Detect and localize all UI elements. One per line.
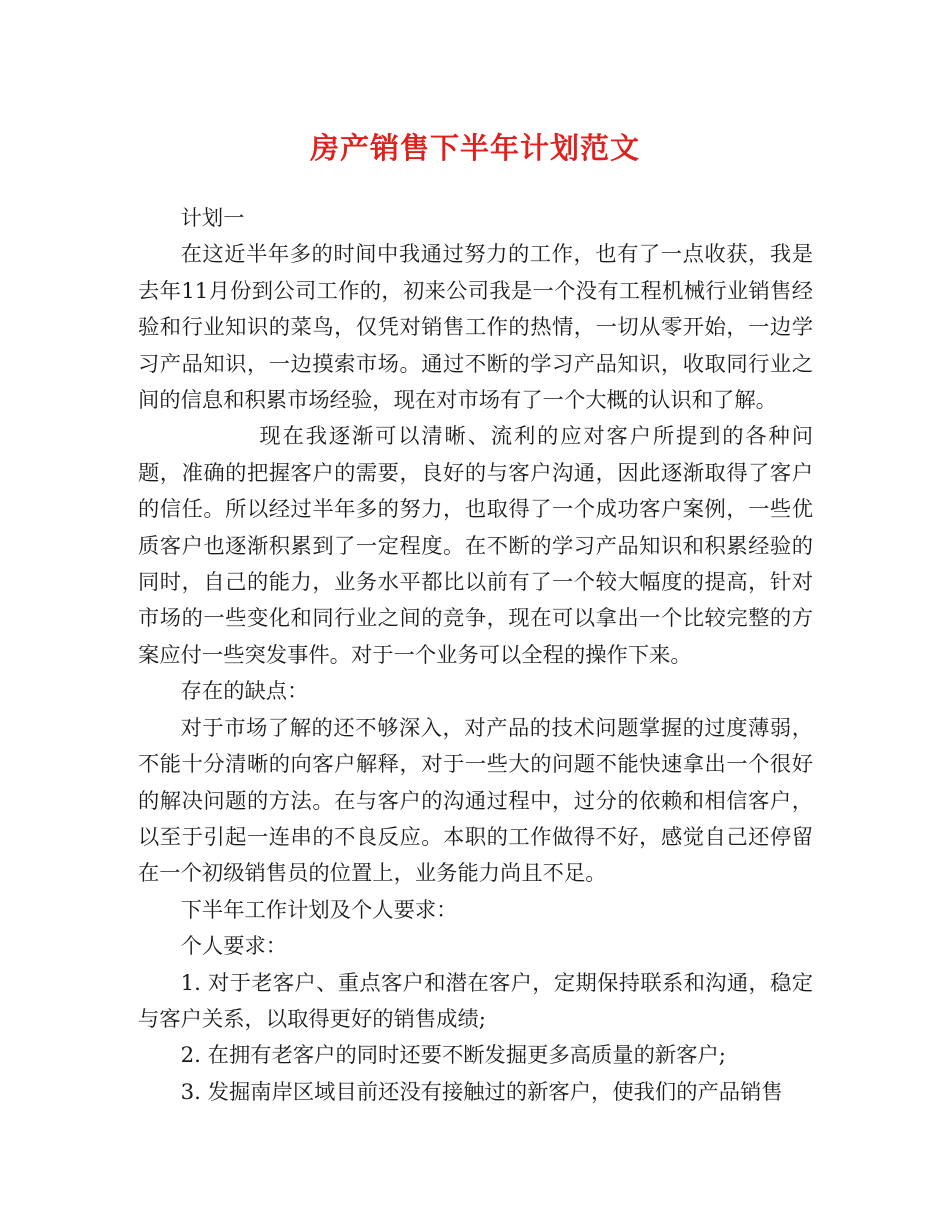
- list-item-1: 1. 对于老客户、重点客户和潜在客户，定期保持联系和沟通，稳定与客户关系，以取得更好的销售成绩;: [138, 970, 813, 1032]
- paragraph-progress: 现在我逐渐可以清晰、流利的应对客户所提到的各种问题，准确的把握客户的需要，良好的与客户沟通，因此逐渐取得了客户的信任。所以经过半年多的努力，也取得了一个成功客户案例，一些优质客户也逐渐积累到了一定程度。在不断的学习产品知识和积累经验的同时，自己的能力，业务水平都比以前有了一个较大幅度的提高，针对市场的一些变化和同行业之间的竞争，现在可以拿出一个比较完整的方案应付一些突发事件。对于一个业务可以全程的操作下来。: [138, 424, 813, 668]
- document-title: 房产销售下半年计划范文: [309, 131, 640, 165]
- section-heading-work-plan: 下半年工作计划及个人要求：: [180, 897, 458, 923]
- list-item-3: 3. 发掘南岸区域目前还没有接触过的新客户，使我们的产品销售: [180, 1079, 783, 1105]
- section-heading-personal-requirements: 个人要求：: [180, 934, 288, 960]
- paragraph-shortcomings: 对于市场了解的还不够深入，对产品的技术问题掌握的过度薄弱，不能十分清晰的向客户解释，对于一些大的问题不能快速拿出一个很好的解决问题的方法。在与客户的沟通过程中，过分的依赖和相信客户，以至于引起一连串的不良反应。本职的工作做得不好，感觉自己还停留在一个初级销售员的位置上，业务能力尚且不足。: [138, 715, 813, 887]
- list-item-2: 2. 在拥有老客户的同时还要不断发掘更多高质量的新客户;: [180, 1043, 726, 1069]
- section-heading-plan-one: 计划一: [180, 206, 245, 231]
- document-body: [138, 201, 813, 1111]
- paragraph-intro: 在这近半年多的时间中我通过努力的工作，也有了一点收获，我是去年11月份到公司工作的，初来公司我是一个没有工程机械行业销售经验和行业知识的菜鸟，仅凭对销售工作的热情，一切从零开始，一边学习产品知识，一边摸索市场。通过不断的学习产品知识，收取同行业之间的信息和积累市场经验，现在对市场有了一个大概的认识和了解。: [138, 242, 813, 414]
- section-heading-shortcomings: 存在的缺点：: [180, 679, 309, 705]
